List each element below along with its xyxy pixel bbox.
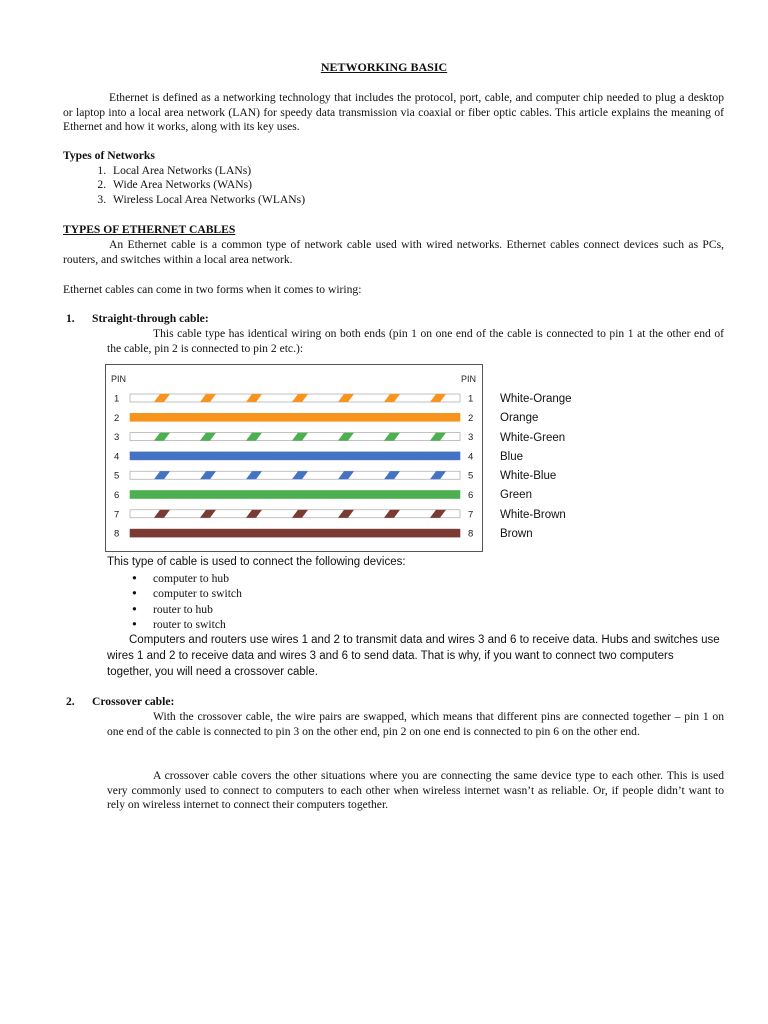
list-item: 1. Local Area Networks (LANs): [109, 164, 663, 179]
ethernet-cables-paragraph: An Ethernet cable is a common type of network cable used with wired networks. Ethernet cables connect devices such as PCs, routers, and switches within a local area network.: [63, 238, 724, 266]
wire-color-label: Orange: [500, 412, 539, 425]
straight-through-heading: [66, 312, 209, 327]
wire-color-label: White-Blue: [500, 470, 557, 483]
wire-white-brown: [130, 510, 460, 518]
crossover-paragraph-2: A crossover cable covers the other situations where you are connecting the same device type to each other. This is used very commonly used to connect to computers to each other when wireless internet wasn’t as reliable. Or, if people didn’t want to rely on wireless internet to connect their computers together.: [107, 769, 724, 812]
pin-number-left: 8: [114, 528, 120, 540]
wire-color-label: White-Orange: [500, 393, 572, 405]
pin-number-right: 4: [468, 451, 474, 463]
list-item: • computer to switch: [107, 586, 407, 601]
straight-through-description: This cable type has identical wiring on both ends (pin 1 on one end of the cable is connected to pin 1 at the other end of the cable, pin 2 is connected to pin 2 etc.):: [107, 327, 724, 355]
pin-number-left: 1: [114, 393, 120, 405]
pin-number-left: 5: [114, 470, 120, 482]
list-item: • router to hub: [107, 602, 407, 617]
wire-green: [130, 491, 460, 499]
types-of-networks-heading: Types of Networks: [63, 149, 155, 162]
wire-blue: [130, 452, 460, 460]
wire-orange: [130, 413, 460, 421]
pin-number-left: 2: [114, 412, 120, 424]
intro-paragraph: Ethernet is defined as a networking technology that includes the protocol, port, cable, and computer chip needed to plug a desktop or laptop into a local area network (LAN) for speedy data transmission via coaxial or fiber optic cables. This article explains the meaning of Ethernet and how it works, along with its key uses.: [63, 91, 724, 134]
wire-color-label: Green: [500, 489, 532, 502]
pin-number-right: 7: [468, 509, 474, 521]
network-types-list: [63, 164, 663, 208]
pin-number-right: 5: [468, 470, 474, 482]
wire-color-label: White-Brown: [500, 508, 566, 521]
pin-number-right: 2: [468, 412, 474, 424]
section-number: 2.: [66, 695, 75, 708]
wiring-forms-paragraph: Ethernet cables can come in two forms when it comes to wiring:: [63, 283, 362, 296]
devices-section: [107, 571, 407, 633]
section-number: 1.: [66, 312, 75, 325]
wire-color-label: Blue: [500, 450, 524, 463]
wire-brown: [130, 529, 460, 537]
pin-number-right: 1: [468, 393, 474, 405]
wire-color-label: White-Green: [500, 431, 566, 444]
pin-number-right: 6: [468, 490, 474, 501]
devices-intro: This type of cable is used to connect the following devices:: [107, 556, 406, 568]
wire-color-label: Brown: [500, 528, 533, 541]
wire-white-blue: [130, 471, 460, 479]
wire-white-orange: [130, 394, 460, 402]
page-title: NETWORKING BASIC: [320, 60, 448, 74]
pin-number-left: 4: [114, 451, 120, 463]
types-of-networks-section: [63, 149, 663, 207]
list-item: 3. Wireless Local Area Networks (WLANs): [109, 193, 663, 208]
list-item: 2. Wide Area Networks (WANs): [109, 178, 663, 193]
wire-color-legend: [500, 390, 700, 544]
pin-number-left: 6: [114, 490, 120, 501]
pin-number-right: 8: [468, 528, 474, 540]
pin-number-right: 3: [468, 432, 474, 444]
section-title: Crossover cable:: [92, 695, 175, 708]
list-item: • computer to hub: [107, 571, 407, 586]
wire-usage-note: Computers and routers use wires 1 and 2 to transmit data and wires 3 and 6 to receive data. Hubs and switches use wires 1 and 2 to receive data and wires 3 and 6 to send data. That is why, if you want to connect two computers together, you will need a crossover cable.: [107, 634, 720, 678]
wires-group: [114, 394, 473, 540]
crossover-paragraph-1: With the crossover cable, the wire pairs are swapped, which means that different pins are connected together – pin 1 on one end of the cable is connected to pin 3 on the other end, pin 2 on one end is connected to pin 6 on the other end.: [107, 710, 724, 738]
straight-through-wiring-diagram: [105, 364, 483, 552]
section-title: Straight-through cable:: [92, 312, 209, 325]
pin-header-right: PIN: [461, 374, 477, 384]
list-item: • router to switch: [107, 617, 407, 632]
wiring-diagram-svg: [106, 365, 482, 551]
devices-list: [107, 571, 407, 633]
pin-number-left: 3: [114, 432, 120, 444]
crossover-heading: [66, 695, 174, 710]
pin-header-left: PIN: [111, 374, 127, 384]
ethernet-cables-heading: TYPES OF ETHERNET CABLES: [63, 223, 236, 236]
pin-number-left: 7: [114, 509, 120, 521]
wire-white-green: [130, 433, 460, 441]
